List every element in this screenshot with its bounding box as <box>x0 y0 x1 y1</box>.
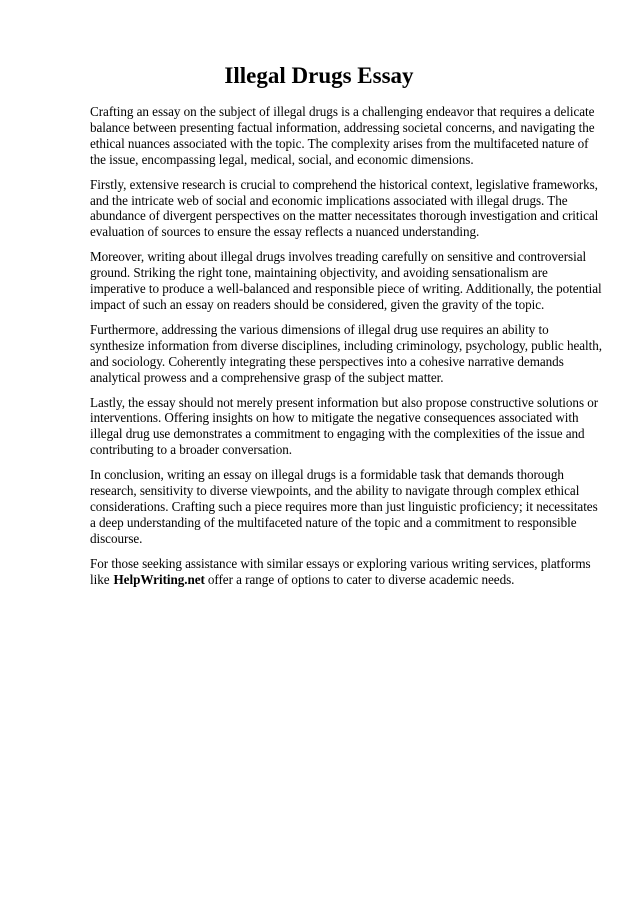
paragraph-closing <box>90 556 602 588</box>
paragraph-conclusion: In conclusion, writing an essay on illegal drugs is a formidable task that demands thorough research, sensitivity to diverse viewpoints, and the ability to navigate through complex ethical considerations. Crafting such a piece requires more than just linguistic proficiency; it necessitates a deep understanding of the multifaceted nature of the topic and a commitment to responsible discourse. <box>90 467 598 546</box>
helpwriting-link[interactable]: HelpWriting.net <box>113 571 205 587</box>
closing-text-before: For those seeking assistance with similar essays or exploring various writing services, platforms like <box>90 555 591 587</box>
paragraph-tone: Moreover, writing about illegal drugs involves treading carefully on sensitive and controversial ground. Striking the right tone, maintaining objectivity, and avoiding sensationalism are imperative to produce a well-balanced and responsible piece of writing. Additionally, the potential impact of such an essay on readers should be considered, given the gravity of the topic. <box>90 249 602 312</box>
paragraph-disciplines: Furthermore, addressing the various dimensions of illegal drug use requires an ability to synthesize information from diverse disciplines, including criminology, psychology, public health, and sociology. Coherently integrating these perspectives into a cohesive narrative demands analytical prowess and a comprehensive grasp of the subject matter. <box>90 321 602 385</box>
essay-body <box>90 104 602 596</box>
document-title: Illegal Drugs Essay <box>224 63 414 88</box>
closing-text-after: offer a range of options to cater to diverse academic needs. <box>207 571 515 587</box>
paragraph-solutions: Lastly, the essay should not merely present information but also propose constructive solutions or interventions. Offering insights on how to mitigate the negative consequences associated with illegal drug use demonstrates a commitment to engaging with the complexities of the issue and contributing to a broader conversation. <box>90 394 599 458</box>
paragraph-intro: Crafting an essay on the subject of illegal drugs is a challenging endeavor that requires a delicate balance between presenting factual information, addressing societal concerns, and navigating the ethical nuances associated with the topic. The complexity arises from the multifaceted nature of the issue, encompassing legal, medical, social, and economic dimensions. <box>90 104 595 167</box>
paragraph-research: Firstly, extensive research is crucial to comprehend the historical context, legislative frameworks, and the intricate web of social and economic implications associated with illegal drugs. The abundance of divergent perspectives on the matter necessitates thorough investigation and critical evaluation of sources to ensure the essay reflects a nuanced understanding. <box>90 176 599 240</box>
